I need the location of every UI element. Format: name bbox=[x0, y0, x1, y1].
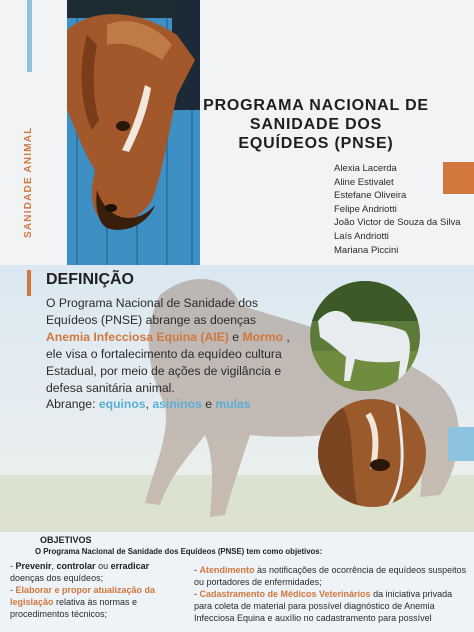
objectives-heading: OBJETIVOS bbox=[40, 535, 92, 545]
objective-keyword: Cadastramento de Médicos Veterinários bbox=[199, 589, 371, 600]
author-name: Alexia Lacerda bbox=[334, 163, 397, 174]
objective-keyword: Prevenir bbox=[15, 561, 52, 571]
abrange-label: Abrange: bbox=[46, 397, 99, 412]
separator: , bbox=[51, 561, 57, 571]
bullet-dash: - bbox=[194, 589, 200, 600]
objective-text: da iniciativa privada para coleta de material para possível diagnóstico de Anemia Infecciosa Equina e auxílio no cadastramento para possível bbox=[194, 589, 453, 624]
author-name: Laís Andriotti bbox=[334, 230, 389, 242]
bullet-dash: - bbox=[10, 585, 16, 596]
species-mulas: mulas bbox=[215, 397, 251, 412]
author-name: Mariana Piccini bbox=[334, 244, 399, 256]
blue-accent-bar bbox=[27, 0, 32, 72]
author-name: Estefane Oliveira bbox=[334, 190, 407, 202]
definition-text: O Programa Nacional de Sanidade dos Equídeos (PNSE) abrange as doenças bbox=[46, 296, 259, 327]
species-equinos: equinos bbox=[98, 397, 146, 412]
list-item bbox=[194, 564, 470, 588]
side-label: SANIDADE ANIMAL bbox=[23, 126, 34, 238]
objective-keyword: erradicar bbox=[110, 561, 150, 571]
definition-text: , ele visa o fortalecimento da equídeo cultura Estadual, por meio de ações de vigilância e defesa sanitária animal. bbox=[46, 329, 290, 395]
blue-accent-square bbox=[448, 427, 474, 461]
objectives-left-column bbox=[10, 560, 176, 620]
objective-text: doenças dos equídeos; bbox=[10, 573, 104, 584]
objective-text: às notificações de ocorrência de equídeos suspeitos ou portadores de enfermidades; bbox=[194, 565, 467, 588]
page-title: PROGRAMA NACIONAL DE SANIDADE DOS EQUÍDEOS (PNSE) bbox=[203, 97, 429, 152]
author-name: João Victor de Souza da Silva bbox=[334, 217, 461, 229]
objectives-right-column bbox=[194, 564, 470, 624]
author-name: Aline Estivalet bbox=[334, 176, 394, 188]
objective-keyword: controlar bbox=[56, 561, 96, 571]
conjunction: ou bbox=[95, 561, 111, 571]
species-asininos: asininos bbox=[152, 397, 202, 412]
separator: , bbox=[145, 397, 153, 412]
conjunction: e bbox=[201, 397, 216, 412]
list-item bbox=[194, 588, 470, 624]
disease-aie: Anemia Infecciosa Equina (AIE) bbox=[46, 329, 229, 344]
horse-head-photo bbox=[67, 0, 200, 265]
disease-mormo: Mormo bbox=[242, 329, 284, 344]
conjunction: e bbox=[228, 329, 243, 344]
title-slide bbox=[0, 0, 474, 265]
author-name: Felipe Andriotti bbox=[334, 203, 397, 215]
definition-slide bbox=[0, 265, 474, 532]
objectives-slide bbox=[0, 532, 474, 632]
white-horse-photo bbox=[310, 281, 420, 391]
definition-paragraph bbox=[46, 295, 298, 413]
definition-heading: DEFINIÇÃO bbox=[46, 271, 134, 288]
authors-list bbox=[334, 162, 461, 257]
bullet-dash: - bbox=[194, 565, 200, 575]
objective-keyword: Atendimento bbox=[199, 565, 255, 575]
list-item bbox=[10, 584, 176, 620]
objective-keyword: Elaborar e propor atualização da legislação bbox=[10, 585, 156, 608]
bullet-dash: - bbox=[10, 561, 16, 571]
objective-text: relativa às normas e procedimentos técnicos; bbox=[10, 597, 138, 620]
horse-eye-photo bbox=[318, 399, 426, 507]
objectives-intro: O Programa Nacional de Sanidade dos Equídeos (PNSE) tem como objetivos: bbox=[35, 547, 323, 556]
orange-heading-bar bbox=[27, 270, 31, 296]
list-item bbox=[10, 560, 176, 584]
